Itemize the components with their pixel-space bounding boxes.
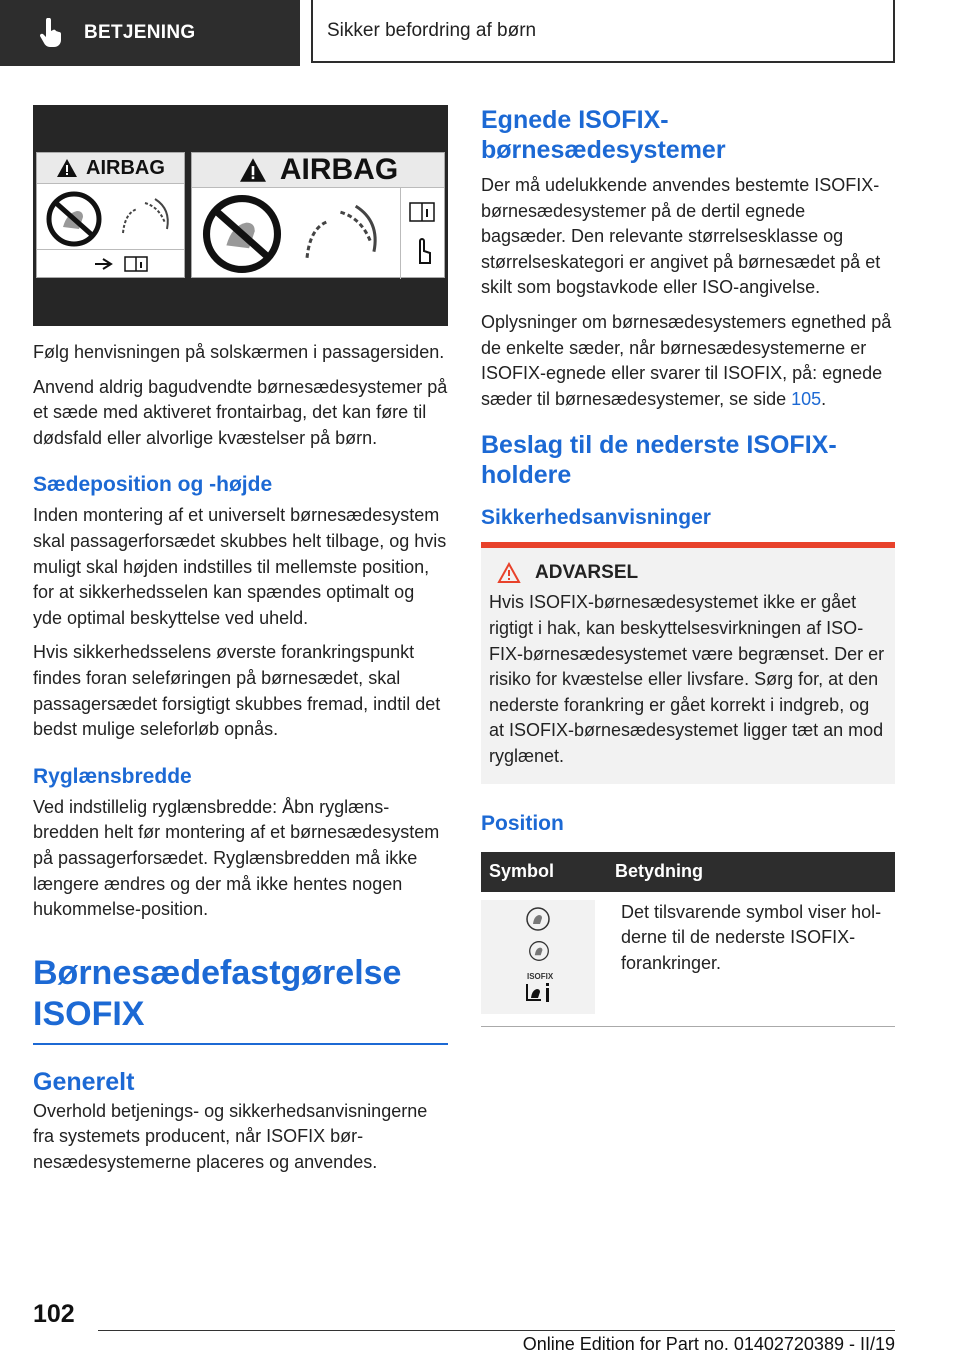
page-number: 102 <box>33 1300 75 1328</box>
footer-edition: Online Edition for Part no. 01402720389 - II/19 <box>522 1334 895 1354</box>
table-header-row <box>481 852 895 892</box>
column-header-meaning: Betydning <box>607 852 895 892</box>
airbag-deploy-icon <box>115 193 177 243</box>
right-column <box>481 105 895 1027</box>
airbag-label-image <box>33 105 448 326</box>
paragraph: Ved indstillelig ryglænsbredde: Åbn ryglænsbredden helt før montering af et børnesædesystem på passagerforsædet. Ryglænsbredden må ikke længere ændres og der må ikke hentes nogen hukommelse-position. <box>33 796 440 920</box>
manual-reference-icon <box>408 201 438 267</box>
left-column <box>33 105 448 1184</box>
table-bottom-rule <box>481 1026 895 1027</box>
warning-triangle-icon <box>56 158 78 178</box>
paragraph: Overhold betjenings- og sikkerhedsanvisningerne fra systemets producent, når ISOFIX børnesædesystemerne placeres og anvendes. <box>33 1100 428 1172</box>
warning-triangle-icon <box>238 157 268 183</box>
warning-icon <box>497 562 521 584</box>
airbag-sticker-large: AIRBAG <box>191 152 445 278</box>
paragraph: Inden montering af et universelt børnesædesystem skal passagerforsædet skubbes helt tilbage, og hvis muligt skal højden indstilles til mellemste position, for at sikkerhedsselen kan spændes optimalt og yde optimal beskyttelse ved uheld. <box>33 505 447 628</box>
page-reference-link[interactable]: 105 <box>791 388 822 409</box>
symbol-table <box>481 852 895 1022</box>
table-cell-meaning: Det tilsvarende symbol viser holderne til de nederste ISOFIX-forankringer. <box>621 901 882 973</box>
section-tab <box>0 0 300 66</box>
no-rear-facing-seat-icon <box>198 193 286 275</box>
heading-position: Position <box>481 811 564 835</box>
isofix-text-label: ISOFIX <box>527 971 554 981</box>
heading-suitable-systems: Egnede ISOFIX-børnesædesystemer <box>481 106 726 164</box>
chapter-title: Sikker befordring af børn <box>311 0 895 63</box>
paragraph: Der må udelukkende anvendes bestemte ISOFIX-børnesædesystemer på de dertil egnede bagsæder. Den relevante størrelsesklasse og størrelseskategori er angivet på børnesædet på et skilt som bogstavkode eller ISO-angivelse. <box>481 175 881 298</box>
column-header-symbol: Symbol <box>481 852 607 892</box>
airbag-sticker-small: AIRBAG <box>36 152 185 278</box>
heading-seat-position: Sædeposition og -højde <box>33 473 273 497</box>
heading-lower-mounts: Beslag til de nederste ISOFIX-holdere <box>481 431 837 490</box>
heading-rule <box>33 1043 448 1045</box>
paragraph: Følg henvisningen på solskærmen i passagersiden. <box>33 342 445 362</box>
isofix-symbols <box>481 900 595 1014</box>
paragraph: Oplysninger om børnesædesystemers egnethed på de enkelte sæder, når børnesædesystemerne er ISOFIX-egnede eller svarer til ISOFIX, på: egnede sæder til børnesædesystemer, se side 105. <box>481 311 892 409</box>
isofix-child-seat-icon <box>525 906 551 932</box>
footer-rule <box>98 1330 895 1331</box>
airbag-deploy-icon <box>292 197 392 273</box>
isofix-seat-anchor-icon <box>525 978 553 1006</box>
warning-box <box>481 542 895 783</box>
heading-backrest-width: Ryglænsbredde <box>33 764 192 788</box>
paragraph: Hvis sikkerhedsselens øverste forankringspunkt findes foran seleføringen på børnesædet, skal passagersædet forsigtigt skubbes fremad, indtil det bedst mulige seleforløb opnås. <box>33 642 441 740</box>
paragraph: Anvend aldrig bagudvendte børnesædesystemer på et sæde med aktiveret frontairbag, det kan føre til dødsfald eller alvorlige kvæstelser på børn. <box>33 376 448 448</box>
hand-pointer-icon <box>38 18 64 48</box>
table-row <box>481 892 895 1022</box>
heading-safety: Sikkerhedsanvisninger <box>481 506 711 530</box>
isofix-child-seat-icon <box>528 940 550 962</box>
warning-title: ADVARSEL <box>535 562 639 584</box>
warning-text: Hvis ISOFIX-børnesædesystemet ikke er gået rigtigt i hak, kan beskyttelsesvirkningen af ISOFIX-børnesædesystemet være begrænset. Der er risiko for kvæstelse eller livsfare. Sørg for, at den nederste forankring er gået korrekt i indgreb, og at ISOFIX-børnesædesystemet ligger tæt an mod ryglænet. <box>489 592 885 766</box>
heading-general: Generelt <box>33 1067 135 1096</box>
manual-reference-icon <box>93 255 163 273</box>
heading-isofix: Børnesædefastgørelse ISOFIX <box>33 953 402 1033</box>
no-rear-facing-seat-icon <box>43 191 105 247</box>
section-label: BETJENING <box>84 22 196 43</box>
